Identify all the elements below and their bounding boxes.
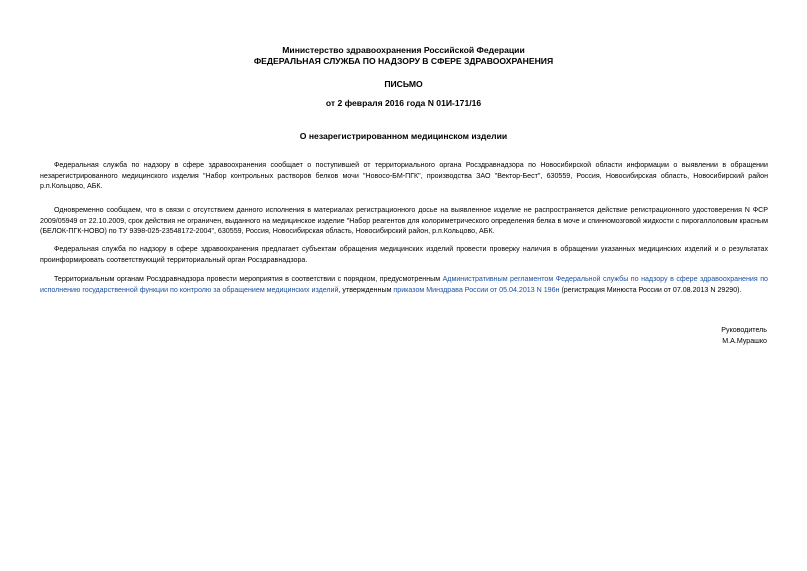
document-date-number: от 2 февраля 2016 года N 01И-171/16 bbox=[325, 98, 482, 108]
paragraph-text-part-2: , утвержденным bbox=[338, 285, 394, 294]
service-name: ФЕДЕРАЛЬНАЯ СЛУЖБА ПО НАДЗОРУ В СФЕРЕ ЗДРАВООХРАНЕНИЯ bbox=[253, 56, 554, 66]
paragraph-text bbox=[40, 274, 768, 295]
paragraph-text: Одновременно сообщаем, что в связи с отсутствием данного исполнения в материалах регистрационного досье на выявленное изделие не распространяется действие регистрационного удостоверения N ФСР 2009/05949 от 22.10.2009, срок действия не ограничен, выданного на медицинское изделие "Набор реагентов для колориметрического определения белка в моче и спинномозговой жидкости с пирогаллоловым красным (БЕЛОК-ПГК-НОВО) по ТУ 9398-025-23548172-2004", 630559, Россия, Новосибирская область, Новосибирский район, р.п.Кольцово, АБК. bbox=[40, 206, 768, 235]
body-paragraph-4 bbox=[40, 274, 768, 295]
body-paragraph-1 bbox=[40, 160, 768, 192]
paragraph-text: Федеральная служба по надзору в сфере здравоохранения сообщает о поступившей от территориального органа Росздравнадзора по Новосибирской области информации о выявлении в обращении незарегистрированного медицинского изделия "Набор контрольных растворов белков мочи "Новосо-БМ-ПГК", производства ЗАО "Вектор-Бест", 630559, Россия, Новосибирская область, Новосибирский район р.п.Кольцово, АБК. bbox=[40, 161, 768, 190]
order-link[interactable]: приказом Минздрава России от 05.04.2013 N 196н bbox=[393, 285, 560, 294]
signatory-position: Руководитель bbox=[721, 326, 767, 334]
regulation-link[interactable]: Административным регламентом Федеральной службы по надзору в сфере здравоохранения по исполнению государственной функции по контролю за обращением медицинских изделий bbox=[40, 275, 768, 294]
document-type: ПИСЬМО bbox=[384, 79, 423, 89]
ministry-name: Министерство здравоохранения Российской Федерации bbox=[282, 45, 525, 55]
paragraph-text-part-3: (регистрация Минюста России от 07.08.2013 N 29290). bbox=[559, 285, 742, 294]
document-header bbox=[0, 45, 807, 67]
body-paragraph-2 bbox=[40, 205, 768, 237]
paragraph-text: Федеральная служба по надзору в сфере здравоохранения предлагает субъектам обращения медицинских изделий провести проверку наличия в обращении указанных медицинских изделий и о результатах проинформировать соответствующий территориальный орган Росздравнадзора. bbox=[40, 245, 768, 264]
signature-block bbox=[721, 325, 767, 346]
signatory-name: М.А.Мурашко bbox=[722, 336, 767, 345]
document-subject: О незарегистрированном медицинском изделии bbox=[299, 131, 508, 141]
paragraph-text-part-1: Территориальным органам Росздравнадзора провести мероприятия в соответствии с порядком, предусмотренным bbox=[54, 275, 443, 283]
body-paragraph-3 bbox=[40, 244, 768, 265]
